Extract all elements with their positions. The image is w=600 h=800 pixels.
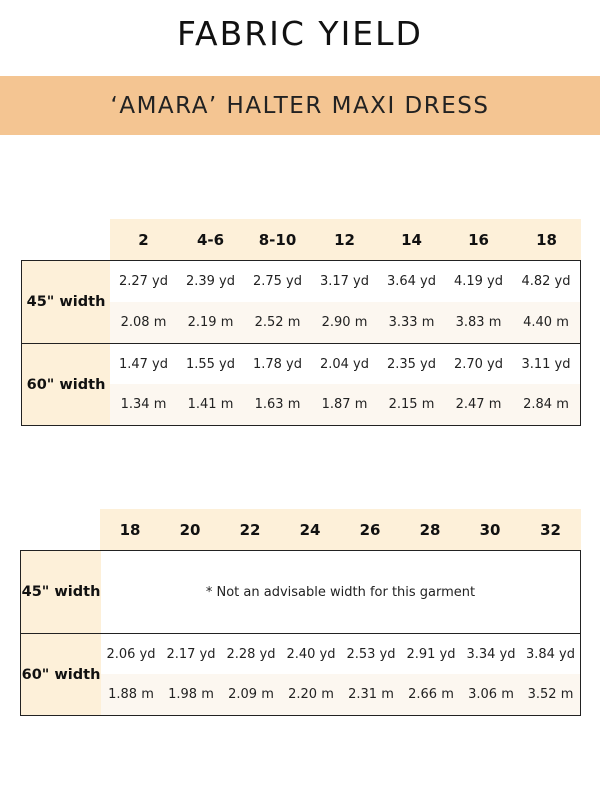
yield-cell: 2.06 yd	[106, 646, 156, 662]
yards-row	[101, 634, 580, 674]
size-header: 24	[299, 520, 321, 539]
size-header: 8-10	[258, 230, 297, 249]
yield-cell: 2.17 yd	[166, 646, 216, 662]
width-group-60	[22, 343, 580, 425]
row-label: 60" width	[22, 344, 110, 425]
size-header: 28	[419, 520, 441, 539]
meters-row	[110, 384, 580, 425]
yield-cell: 3.17 yd	[319, 274, 370, 289]
row-label: 60" width	[21, 634, 101, 715]
yield-cell: 1.98 m	[168, 687, 214, 702]
width-group-45	[22, 261, 580, 343]
yield-cell: 2.91 yd	[406, 646, 456, 662]
yield-table-body	[20, 550, 581, 716]
product-banner	[0, 76, 600, 135]
yield-cell: 2.31 m	[348, 687, 394, 702]
size-header: 20	[179, 520, 201, 539]
yield-cell: 2.15 m	[388, 397, 435, 412]
yield-cell: 2.08 m	[120, 315, 167, 330]
size-header-row	[110, 219, 581, 260]
yield-cell: 1.34 m	[120, 397, 167, 412]
yield-cell: 4.82 yd	[521, 274, 571, 289]
yards-row	[110, 261, 580, 302]
yield-cell: 2.27 yd	[118, 274, 169, 289]
yield-cell: 1.88 m	[108, 687, 154, 702]
yield-cell: 2.84 m	[523, 397, 569, 412]
yield-cell: 2.90 m	[321, 315, 368, 330]
meters-row	[101, 674, 580, 715]
yield-cell: 3.11 yd	[521, 356, 571, 372]
not-advisable-note: * Not an advisable width for this garment	[101, 551, 580, 633]
fabric-yield-table-2	[20, 509, 581, 717]
yield-cell: 1.41 m	[187, 397, 234, 412]
yield-cell: 3.06 m	[468, 687, 514, 702]
page-title: FABRIC YIELD	[177, 14, 423, 53]
yield-cell: 3.34 yd	[466, 646, 516, 662]
width-group-45	[21, 551, 580, 633]
row-label: 45" width	[21, 551, 101, 633]
yield-cell: 2.28 yd	[226, 646, 276, 662]
yield-cell: 2.53 yd	[346, 646, 396, 662]
size-header: 22	[239, 520, 261, 539]
row-label: 45" width	[22, 261, 110, 343]
yield-cell: 2.47 m	[455, 397, 502, 412]
size-header: 12	[334, 230, 355, 249]
size-header: 16	[468, 230, 489, 249]
yield-cell: 1.63 m	[254, 397, 301, 412]
yield-cell: 2.40 yd	[286, 646, 336, 662]
yield-cell: 4.40 m	[523, 315, 569, 330]
yield-cell: 1.47 yd	[118, 356, 169, 372]
yield-cell: 2.19 m	[187, 315, 234, 330]
yield-cell: 4.19 yd	[453, 274, 504, 289]
size-header: 30	[479, 520, 501, 539]
size-header: 26	[359, 520, 381, 539]
size-header: 32	[540, 520, 561, 539]
size-header: 18	[536, 230, 557, 249]
yield-cell: 3.84 yd	[525, 646, 576, 662]
yield-cell: 2.39 yd	[185, 274, 236, 289]
size-header-row	[100, 509, 581, 550]
yield-cell: 3.64 yd	[386, 274, 437, 289]
yield-cell: 2.66 m	[408, 687, 454, 702]
yield-table-body	[21, 260, 581, 426]
size-header: 14	[401, 230, 422, 249]
yards-row	[110, 344, 580, 384]
yield-cell: 2.35 yd	[386, 356, 437, 372]
yield-cell: 2.20 m	[288, 687, 334, 702]
product-name: ‘AMARA’ HALTER MAXI DRESS	[110, 92, 490, 119]
yield-cell: 3.52 m	[527, 687, 574, 702]
fabric-yield-table-1	[21, 219, 581, 427]
size-header: 4-6	[196, 230, 225, 249]
width-group-60	[21, 633, 580, 715]
size-header: 18	[119, 520, 141, 539]
yield-cell: 1.87 m	[321, 397, 368, 412]
yield-cell: 1.78 yd	[252, 356, 303, 372]
yield-cell: 2.04 yd	[319, 356, 370, 372]
yield-cell: 2.09 m	[228, 687, 274, 702]
yield-cell: 2.70 yd	[453, 356, 504, 372]
meters-row	[110, 302, 580, 343]
yield-cell: 1.55 yd	[185, 356, 236, 372]
size-header: 2	[138, 230, 149, 249]
yield-cell: 2.52 m	[254, 315, 301, 330]
yield-cell: 2.75 yd	[252, 274, 303, 289]
yield-cell: 3.33 m	[388, 315, 435, 330]
yield-cell: 3.83 m	[455, 315, 502, 330]
